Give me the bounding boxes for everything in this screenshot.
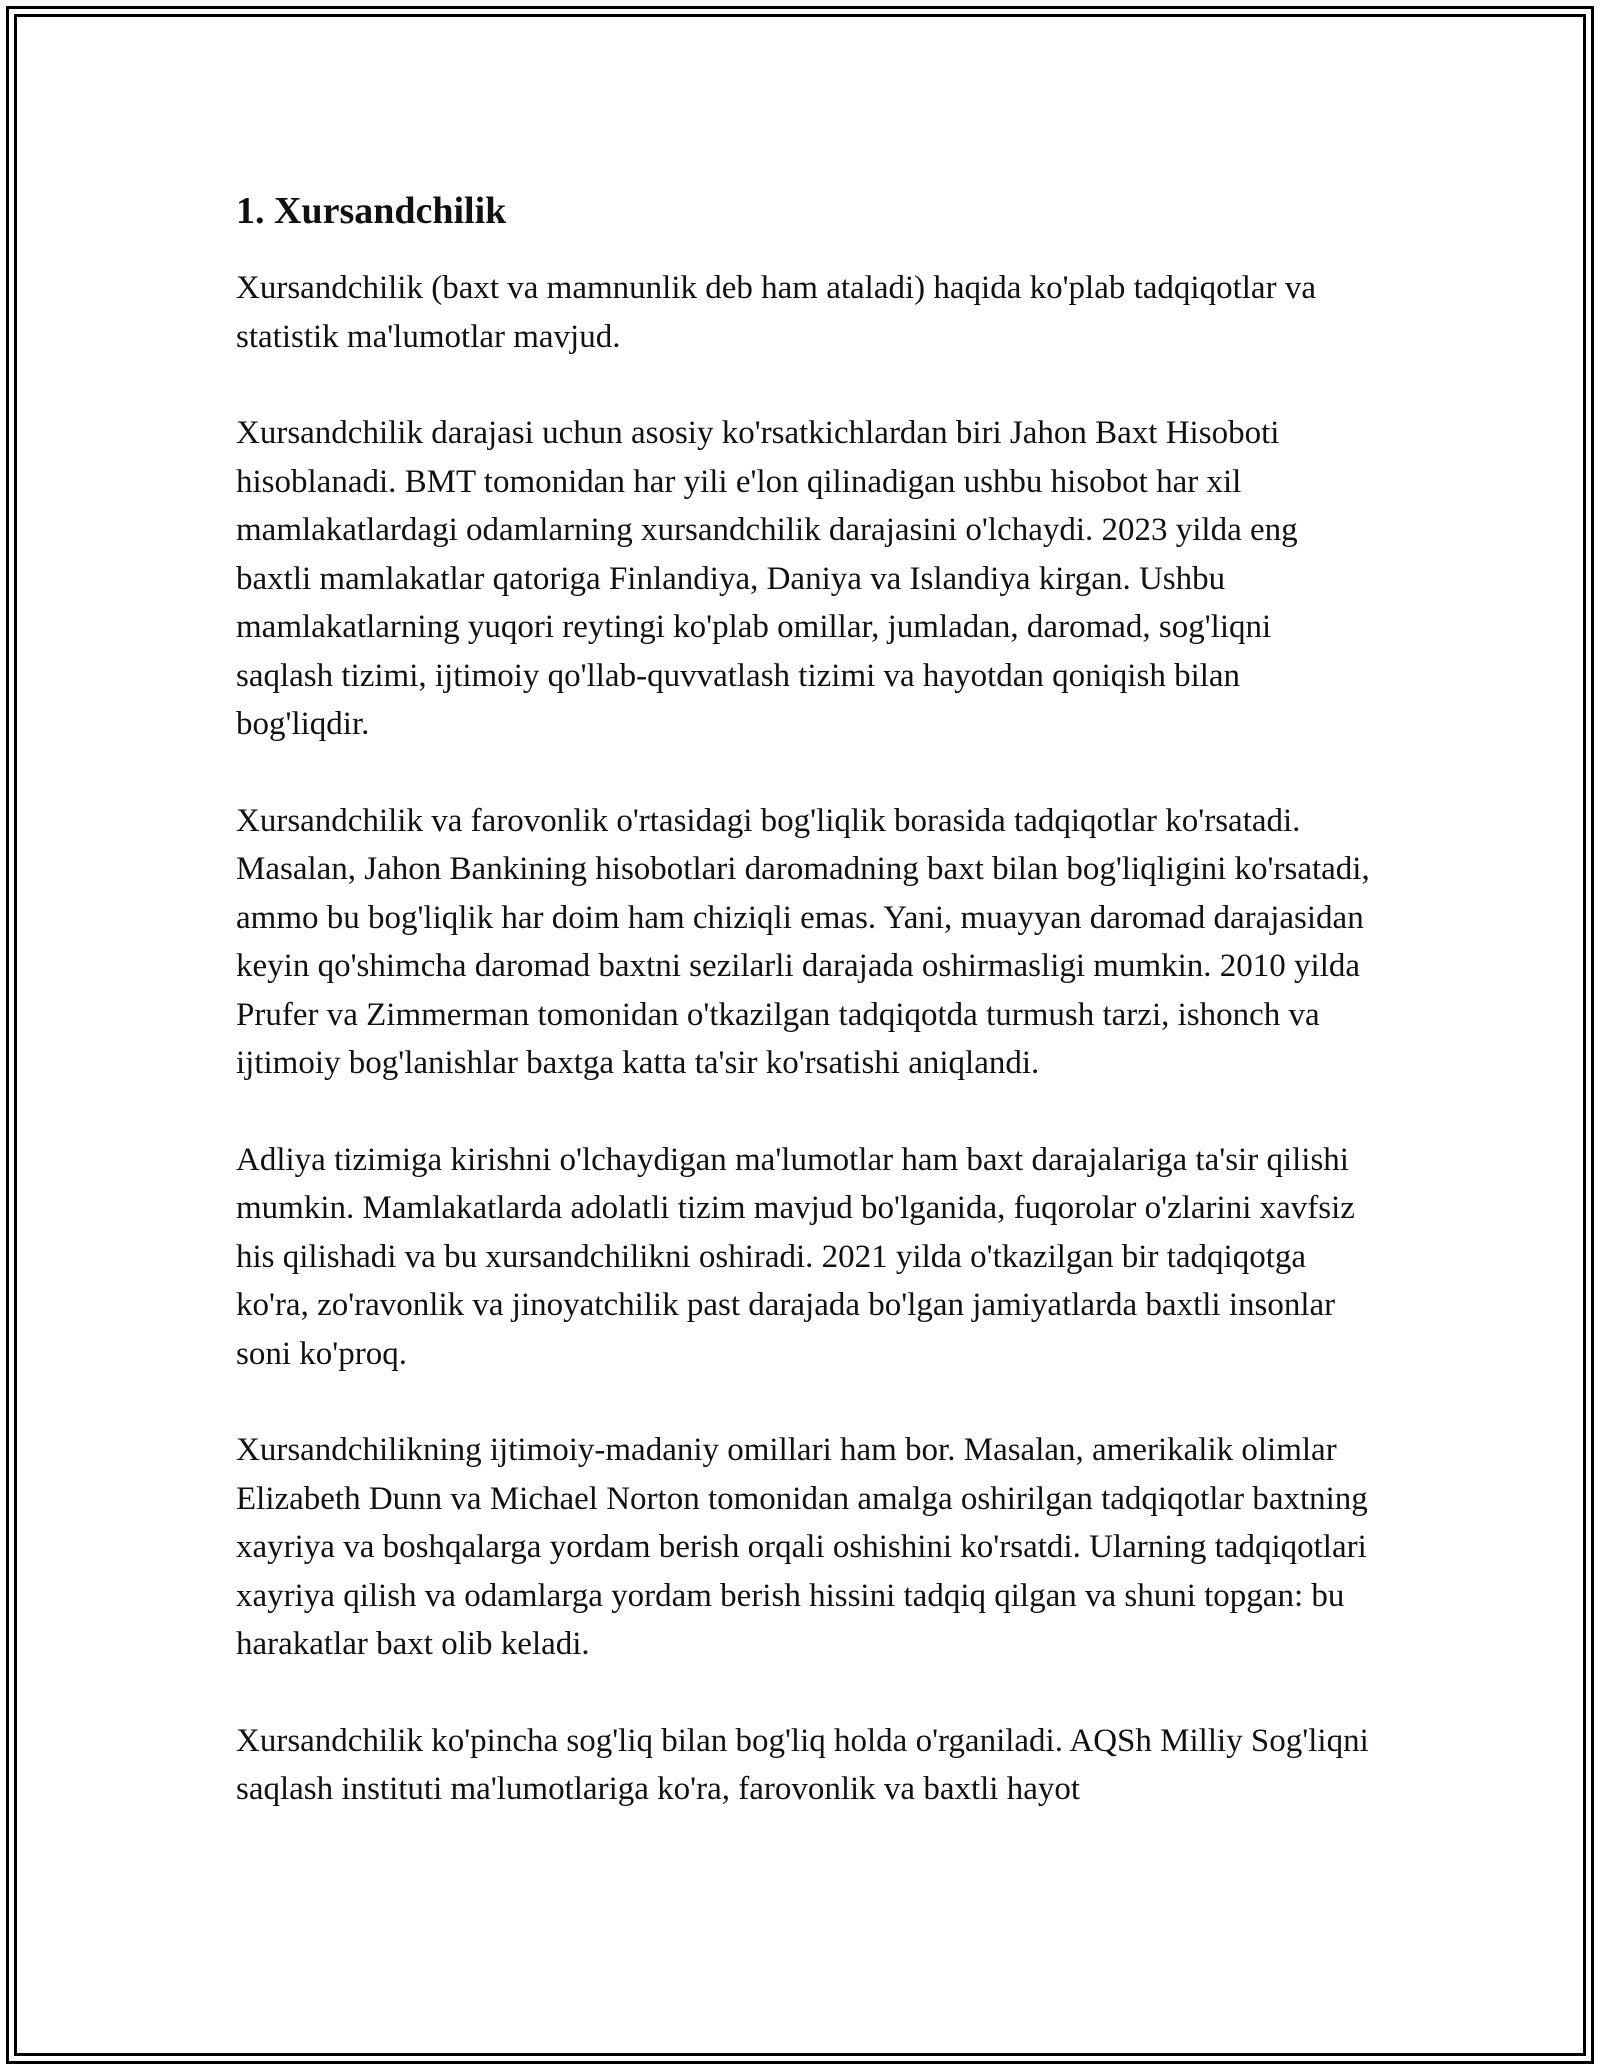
paragraph-5: Xursandchilikning ijtimoiy-madaniy omillari ham bor. Masalan, amerikalik olimlar Elizabeth Dunn va Michael Norton tomonidan amalga oshirilgan tadqiqotlar baxtning xayriya va boshqalarga yordam berish orqali oshishini ko'rsatdi. Ularning tadqiqotlari xayriya qilish va odamlarga yordam berish hissini tadqiq qilgan va shuni topgan: bu harakatlar baxt olib keladi. [236, 1432, 1368, 1662]
paragraph-3: Xursandchilik va farovonlik o'rtasidagi bog'liqlik borasida tadqiqotlar ko'rsatadi. Masalan, Jahon Bankining hisobotlari daromadning baxt bilan bog'liqligini ko'rsatadi, ammo bu bog'liqlik har doim ham chiziqli emas. Yani, muayyan daromad darajasidan keyin qo'shimcha daromad baxtni sezilarli darajada oshirmasligi mumkin. 2010 yilda Prufer va Zimmerman tomonidan o'tkazilgan tadqiqotda turmush tarzi, ishonch va ijtimoiy bog'lanishlar baxtga katta ta'sir ko'rsatishi aniqlandi. [236, 802, 1370, 1081]
paragraph-1: Xursandchilik (baxt va mamnunlik deb ham ataladi) haqida ko'plab tadqiqotlar va statistik ma'lumotlar mavjud. [236, 270, 1316, 355]
paragraph-4: Adliya tizimiga kirishni o'lchaydigan ma'lumotlar ham baxt darajalariga ta'sir qilishi mumkin. Mamlakatlarda adolatli tizim mavjud bo'lganida, fuqorolar o'zlarini xavfsiz his qilishadi va bu xursandchilikni oshiradi. 2021 yilda o'tkazilgan bir tadqiqotga ko'ra, zo'ravonlik va jinoyatchilik past darajada bo'lgan jamiyatlarda baxtli insonlar soni ko'proq. [236, 1141, 1355, 1372]
paragraph-6: Xursandchilik ko'pincha sog'liq bilan bog'liq holda o'rganiladi. AQSh Milliy Sog'liqni saqlash instituti ma'lumotlariga ko'ra, farovonlik va baxtli hayot [236, 1722, 1369, 1807]
document-body [236, 186, 1376, 1862]
section-heading: 1. Xursandchilik [236, 190, 507, 232]
paragraph-2: Xursandchilik darajasi uchun asosiy ko'rsatkichlardan biri Jahon Baxt Hisoboti hisoblanadi. BMT tomonidan har yili e'lon qilinadigan ushbu hisobot har xil mamlakatlardagi odamlarning xursandchilik darajasini o'lchaydi. 2023 yilda eng baxtli mamlakatlar qatoriga Finlandiya, Daniya va Islandiya kirgan. Ushbu mamlakatlarning yuqori reytingi ko'plab omillar, jumladan, daromad, sog'liqni saqlash tizimi, ijtimoiy qo'llab-quvvatlash tizimi va hayotdan qoniqish bilan bog'liqdir. [236, 415, 1298, 742]
